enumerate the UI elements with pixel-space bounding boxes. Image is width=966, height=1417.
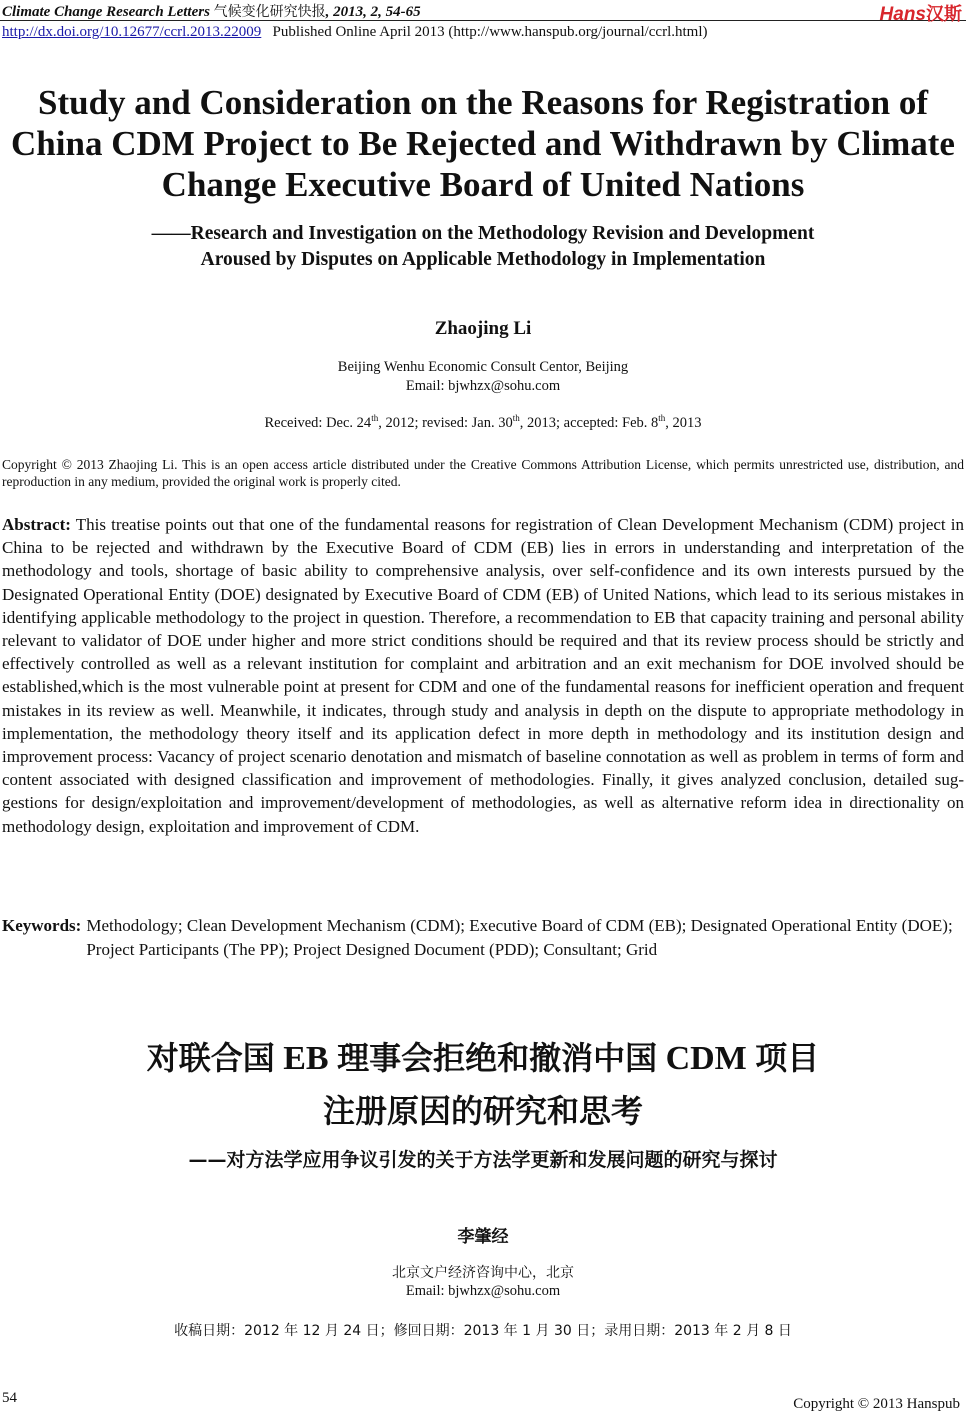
email-zh: Email: bjwhzx@sohu.com [405, 1283, 561, 1299]
received-dates [0, 413, 966, 432]
author-name-en: Zhaojing Li [434, 318, 532, 339]
title-zh-line-2: 注册原因的研究和思考 [322, 1092, 643, 1130]
title-zh-part: 对联合国 [146, 1039, 275, 1077]
keywords-label: Keywords: [2, 916, 82, 935]
paper-subtitle-en [60, 221, 906, 273]
title-zh-cdm: CDM [657, 1040, 756, 1077]
paper-title-zh [10, 1032, 956, 1137]
footer-copyright: Copyright © 2013 Hanspub [793, 1396, 960, 1412]
ordinal-suffix: th [371, 413, 379, 423]
hanspub-logo [880, 0, 962, 26]
copyright-notice: Copyright © 2013 Zhaojing Li. This is an open access article distributed under the Creative Commons Attribution License, which permits unrestricted use, distribution, and reproduction in any medium, provided the original work is properly cited. [2, 457, 964, 489]
received-part: Received: Dec. 24 [264, 414, 372, 431]
title-zh-part: 项目 [755, 1039, 820, 1077]
journal-header [2, 1, 421, 21]
journal-name-zh: 气候变化研究快报 [213, 4, 326, 20]
title-zh-line-1 [10, 1032, 956, 1085]
accepted-part: , 2013; accepted: Feb. 8 [519, 414, 659, 431]
title-zh-part: 理事会拒绝和撤消中国 [337, 1039, 658, 1077]
author-name-zh: 李肇经 [457, 1227, 509, 1247]
received-dates-zh: 收稿日期：2012 年 12 月 24 日；修回日期：2013 年 1 月 30 日；录用日期：2013 年 2 月 8 日 [174, 1323, 792, 1339]
subtitle-line-2: Aroused by Disputes on Applicable Methodology in Implementation [200, 249, 766, 270]
keywords [2, 914, 964, 961]
affiliation-zh: 北京文户经济咨询中心，北京 [392, 1265, 574, 1281]
journal-name-en: Climate Change Research Letters [2, 4, 210, 20]
keywords-text: Methodology; Clean Development Mechanism (CDM); Executive Board of CDM (EB); Designated Operational Entity (DOE); Project Participants (The PP); Project Designed Document (PDD); Consultant; Grid [86, 916, 953, 959]
abstract-label: Abstract: [2, 515, 71, 534]
paper-subtitle-zh: ——对方法学应用争议引发的关于方法学更新和发展问题的研究与探讨 [188, 1149, 778, 1171]
published-online: Published Online April 2013 (http://www.hanspub.org/journal/ccrl.html) [272, 24, 708, 40]
page-number: 54 [2, 1390, 17, 1406]
ordinal-suffix: th [658, 413, 666, 423]
logo-latin: Hans [879, 4, 926, 25]
ordinal-suffix: th [512, 413, 520, 423]
logo-zh: 汉斯 [926, 4, 962, 25]
title-zh-eb: EB [274, 1040, 338, 1077]
abstract [2, 513, 964, 838]
subtitle-line-1: ——Research and Investigation on the Methodology Revision and Development [151, 223, 815, 244]
paper-title-en: Study and Consideration on the Reasons for Registration of China CDM Project to Be Rejected and Withdrawn by Climate Change Executive Board of United Nations [11, 83, 955, 204]
year-part: , 2013 [665, 414, 702, 431]
doi-line [2, 24, 708, 41]
revised-part: , 2012; revised: Jan. 30 [378, 414, 513, 431]
doi-link[interactable]: http://dx.doi.org/10.12677/ccrl.2013.22009 [2, 24, 262, 40]
affiliation-en: Beijing Wenhu Economic Consult Centor, Beijing [337, 359, 629, 375]
abstract-text: This treatise points out that one of the fundamental reasons for registration of Clean Development Mechanism (CDM) project in China to be rejected and withdrawn by the Executive Board of CDM (EB) lies in errors in understanding and interpretation of the methodology and tools, shortage of basic ability to comprehensive analysis, over self-confidence and its own interests pursued by the Designated Operational Entity (DOE) designated by Executive Board of CDM (EB) of United Nations, which lead to its serious mistakes in identifying applicable methodology to the project in question. Therefore, a recommendation to EB that capacity training and personal ability relevant to validator of DOE under higher and more strict conditions should be required and that its review process should be strictly and effectively controlled as well as a relevant institution for complaint and arbitration and an exit mechanism for DOE involved should be established,which is the most vulnerable point at present for CDM and one of the fundamental reasons for inefficient operation and frequent mistakes in its review as well. Meanwhile, it indicates, through study and analysis in depth on the dispute to appropriate methodology in implementation, the methodology theory itself and its application defect in more depth in methodology and its institution design and improvement process: Vacancy of project scenario denotation and mismatch of baseline connotation as well as problem in terms of form and content associated with designed classification and improvement of methodologies. Finally, it gives analyzed conclusion, detailed suggestions for design/exploitation and improvement/development of methodologies, as well as alternative reform idea in directionality on methodology design, exploitation and improvement of CDM. [2, 515, 964, 836]
header-rule [0, 20, 966, 21]
email-en: Email: bjwhzx@sohu.com [405, 378, 561, 394]
journal-issue: , 2013, 2, 54-65 [325, 4, 421, 20]
